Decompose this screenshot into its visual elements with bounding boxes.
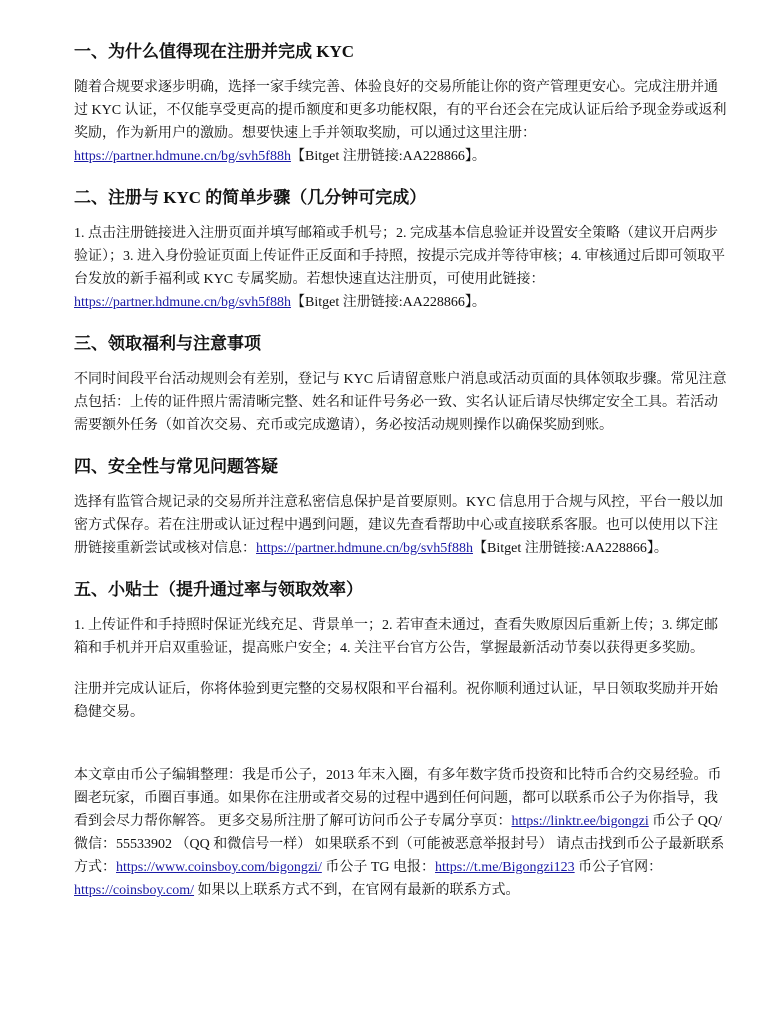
section-security: [74, 455, 728, 560]
website-label: 币公子官网：: [574, 860, 663, 875]
section-steps: [74, 186, 728, 314]
section-heading: 五、小贴士（提升通过率与领取效率）: [74, 580, 363, 599]
referral-code-text: 【Bitget 注册链接:AA228866】。: [290, 149, 486, 164]
referral-code-text: 【Bitget 注册链接:AA228866】。: [290, 295, 486, 310]
section-text: 随着合规要求逐步明确，选择一家手续完善、体验良好的交易所能让你的资产管理更安心。完成注册并通过 KYC 认证，不仅能享受更高的提币额度和更多功能权限，有的平台还会在完成认证后给予现金券或返利奖励，作为新用户的激励。想要快速上手并领取奖励，可以通过这里注册：: [74, 80, 727, 141]
author-intro: 本文章由币公子编辑整理：我是币公子，2013 年末入圈，有多年数字货币投资和比特币合约交易经验。币圈老玩家，币圈百事通。如果你在注册或者交易的过程中遇到任何问题，都可以联系币公子为你指导，我看到会尽力帮你解答。 更多交易所注册了解可访问币公子专属分享页：: [74, 768, 722, 829]
section-text: 选择有监管合规记录的交易所并注意私密信息保护是首要原则。KYC 信息用于合规与风控，平台一般以加密方式保存。若在注册或认证过程中遇到问题，建议先查看帮助中心或直接联系客服。也可以使用以下注册链接重新尝试或核对信息：: [74, 495, 724, 556]
section-body: 不同时间段平台活动规则会有差别，登记与 KYC 后请留意账户消息或活动页面的具体领取步骤。常见注意点包括：上传的证件照片需清晰完整、姓名和证件号务必一致、实名认证后请尽快绑定安全工具。若活动需要额外任务（如首次交易、充币或完成邀请），务必按活动规则操作以确保奖励到账。: [74, 372, 727, 433]
section-why-kyc: [74, 40, 728, 168]
section-heading: 三、领取福利与注意事项: [74, 334, 261, 353]
author-paragraph: [74, 764, 728, 902]
section-heading: 四、安全性与常见问题答疑: [74, 457, 278, 476]
qq-contact-text: 币公子 QQ/微信：55533902 （QQ 和微信号一样） 如果联系不到（可能被恶意举报封号） 请点击找到币公子最新联系方式：: [74, 814, 725, 875]
closing-paragraph: 注册并完成认证后，你将体验到更完整的交易权限和平台福利。祝你顺利通过认证，早日领取奖励并开始稳健交易。: [74, 682, 718, 720]
section-heading: 二、注册与 KYC 的简单步骤（几分钟可完成）: [74, 188, 427, 207]
register-link[interactable]: https://partner.hdmune.cn/bg/svh5f88h: [74, 295, 291, 310]
section-benefits: [74, 332, 728, 437]
telegram-label: 币公子 TG 电报：: [321, 860, 436, 875]
section-heading: 一、为什么值得现在注册并完成 KYC: [74, 42, 355, 61]
author-end-text: 如果以上联系方式不到，在官网有最新的联系方式。: [194, 883, 520, 898]
section-body: [74, 222, 728, 314]
article: [74, 40, 728, 902]
website-link[interactable]: https://coinsboy.com/: [74, 883, 195, 898]
register-link[interactable]: https://partner.hdmune.cn/bg/svh5f88h: [74, 149, 291, 164]
register-link[interactable]: https://partner.hdmune.cn/bg/svh5f88h: [256, 541, 473, 556]
section-body: 1. 上传证件和手持照时保证光线充足、背景单一；2. 若审查未通过，查看失败原因后重新上传；3. 绑定邮箱和手机并开启双重验证，提高账户安全；4. 关注平台官方公告，掌握最新活动节奏以获得更多奖励。: [74, 618, 718, 656]
section-tips: [74, 578, 728, 660]
section-text: 1. 点击注册链接进入注册页面并填写邮箱或手机号；2. 完成基本信息验证并设置安全策略（建议开启两步验证）；3. 进入身份验证页面上传证件正反面和手持照，按提示完成并等待审核；4. 审核通过后即可领取平台发放的新手福利或 KYC 专属奖励。若想快速直达注册页，可使用此链接：: [74, 226, 725, 287]
referral-code-text: 【Bitget 注册链接:AA228866】。: [472, 541, 668, 556]
section-body: [74, 491, 728, 560]
section-body: [74, 76, 728, 168]
linktree-link[interactable]: https://linktr.ee/bigongzi: [511, 814, 649, 829]
coinsboy-contact-link[interactable]: https://www.coinsboy.com/bigongzi/: [116, 860, 322, 875]
telegram-link[interactable]: https://t.me/Bigongzi123: [435, 860, 575, 875]
